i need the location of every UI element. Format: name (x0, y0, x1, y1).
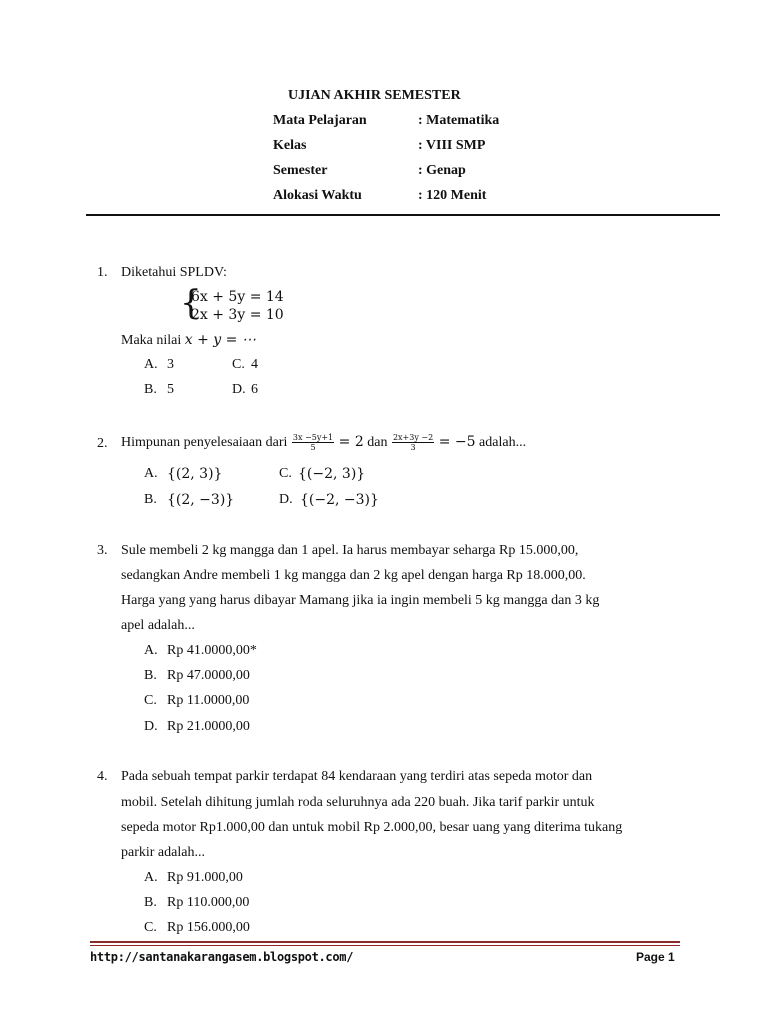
q3-line-2: sedangkan Andre membeli 1 kg mangga dan 2 kg apel dengan harga Rp 18.000,00. (121, 568, 586, 583)
header-divider (86, 214, 720, 216)
q2-option-a-text: {(2, 3)} (167, 466, 223, 482)
q4-option-a-letter: A. (144, 870, 158, 885)
q4-option-a-text: Rp 91.000,00 (167, 870, 243, 885)
q2-fraction-1-numerator: 3x −5y+1 (292, 433, 334, 443)
q4-line-4: parkir adalah... (121, 845, 205, 860)
q1-option-d-text: 6 (251, 382, 258, 397)
header-label-semester: Semester (273, 163, 328, 178)
q2-fraction-2 (392, 433, 434, 452)
q2-option-d-text: {(−2, −3)} (300, 492, 379, 508)
q4-line-2: mobil. Setelah dihitung jumlah roda seluruhnya ada 220 buah. Jika tarif parkir untuk (121, 795, 595, 810)
q1-option-a-letter: A. (144, 357, 158, 372)
q1-option-b-letter: B. (144, 382, 157, 397)
q3-line-4: apel adalah... (121, 618, 195, 633)
q3-option-b-letter: B. (144, 668, 157, 683)
q3-line-1: Sule membeli 2 kg mangga dan 1 apel. Ia harus membayar seharga Rp 15.000,00, (121, 543, 579, 558)
page-number: Page 1 (636, 950, 675, 964)
q3-option-c-letter: C. (144, 693, 157, 708)
q2-option-c-text: {(−2, 3)} (298, 466, 366, 482)
q4-option-b-text: Rp 110.000,00 (167, 895, 250, 910)
q2-option-a-letter: A. (144, 466, 158, 481)
q3-option-d-text: Rp 21.0000,00 (167, 719, 250, 734)
q2-tail: adalah... (479, 435, 527, 450)
q1-option-b-text: 5 (167, 382, 174, 397)
q2-lead: Himpunan penyelesaiaan dari (121, 435, 288, 450)
q1-prompt-math: x + y = ⋯ (184, 332, 256, 348)
q1-option-c-text: 4 (251, 357, 258, 372)
q3-line-3: Harga yang yang harus dibayar Mamang jika ia ingin membeli 5 kg mangga dan 3 kg (121, 593, 600, 608)
q4-option-c-letter: C. (144, 920, 157, 935)
q2-option-d-letter: D. (279, 492, 293, 507)
q1-equation-2: 2x + 3y = 10 (191, 307, 284, 323)
q3-option-d-letter: D. (144, 719, 158, 734)
q2-conjunction: dan (367, 435, 388, 450)
q1-system-brace: { (180, 283, 202, 323)
q2-fraction-1-denominator: 5 (310, 443, 316, 453)
footer-divider-thin (90, 945, 680, 946)
q1-option-a-text: 3 (167, 357, 174, 372)
q3-option-b-text: Rp 47.0000,00 (167, 668, 250, 683)
header-label-class: Kelas (273, 138, 307, 153)
footer-divider (90, 941, 680, 943)
q3-number: 3. (97, 543, 108, 558)
q2-option-b-text: {(2, −3)} (167, 492, 235, 508)
q4-number: 4. (97, 769, 108, 784)
q2-option-c-letter: C. (279, 466, 292, 481)
q1-number: 1. (97, 265, 108, 280)
header-value-subject: : Matematika (418, 113, 500, 128)
header-value-class: : VIII SMP (418, 138, 486, 153)
q2-fraction-2-numerator: 2x+3y −2 (392, 433, 434, 443)
q4-line-1: Pada sebuah tempat parkir terdapat 84 kendaraan yang terdiri atas sepeda motor dan (121, 769, 593, 784)
q2-number: 2. (97, 436, 108, 451)
q3-option-a-letter: A. (144, 643, 158, 658)
q1-prompt (121, 332, 256, 349)
q1-prompt-text: Maka nilai (121, 333, 185, 348)
q4-line-3: sepeda motor Rp1.000,00 dan untuk mobil Rp 2.000,00, besar uang yang diterima tukang (121, 820, 623, 835)
q4-option-c-text: Rp 156.000,00 (167, 920, 250, 935)
footer-url: http://santanakarangasem.blogspot.com/ (90, 950, 354, 964)
header-value-time: : 120 Menit (418, 188, 487, 203)
header-label-subject: Mata Pelajaran (273, 113, 367, 128)
q1-option-c-letter: C. (232, 357, 245, 372)
q2-eq2-rhs: = −5 (438, 434, 476, 450)
q2-fraction-2-denominator: 3 (410, 443, 416, 453)
q1-intro: Diketahui SPLDV: (121, 265, 227, 280)
q1-option-d-letter: D. (232, 382, 246, 397)
q3-option-c-text: Rp 11.0000,00 (167, 693, 250, 708)
header-label-time: Alokasi Waktu (273, 188, 362, 203)
q2-eq1-rhs: = 2 (338, 434, 364, 450)
q2-option-b-letter: B. (144, 492, 157, 507)
q3-option-a-text: Rp 41.0000,00* (167, 643, 257, 658)
q2-stem (121, 428, 526, 457)
page-title: UJIAN AKHIR SEMESTER (288, 88, 461, 103)
q4-option-b-letter: B. (144, 895, 157, 910)
header-value-semester: : Genap (418, 163, 466, 178)
q2-fraction-1 (292, 433, 334, 452)
q1-equation-1: 6x + 5y = 14 (191, 289, 284, 305)
